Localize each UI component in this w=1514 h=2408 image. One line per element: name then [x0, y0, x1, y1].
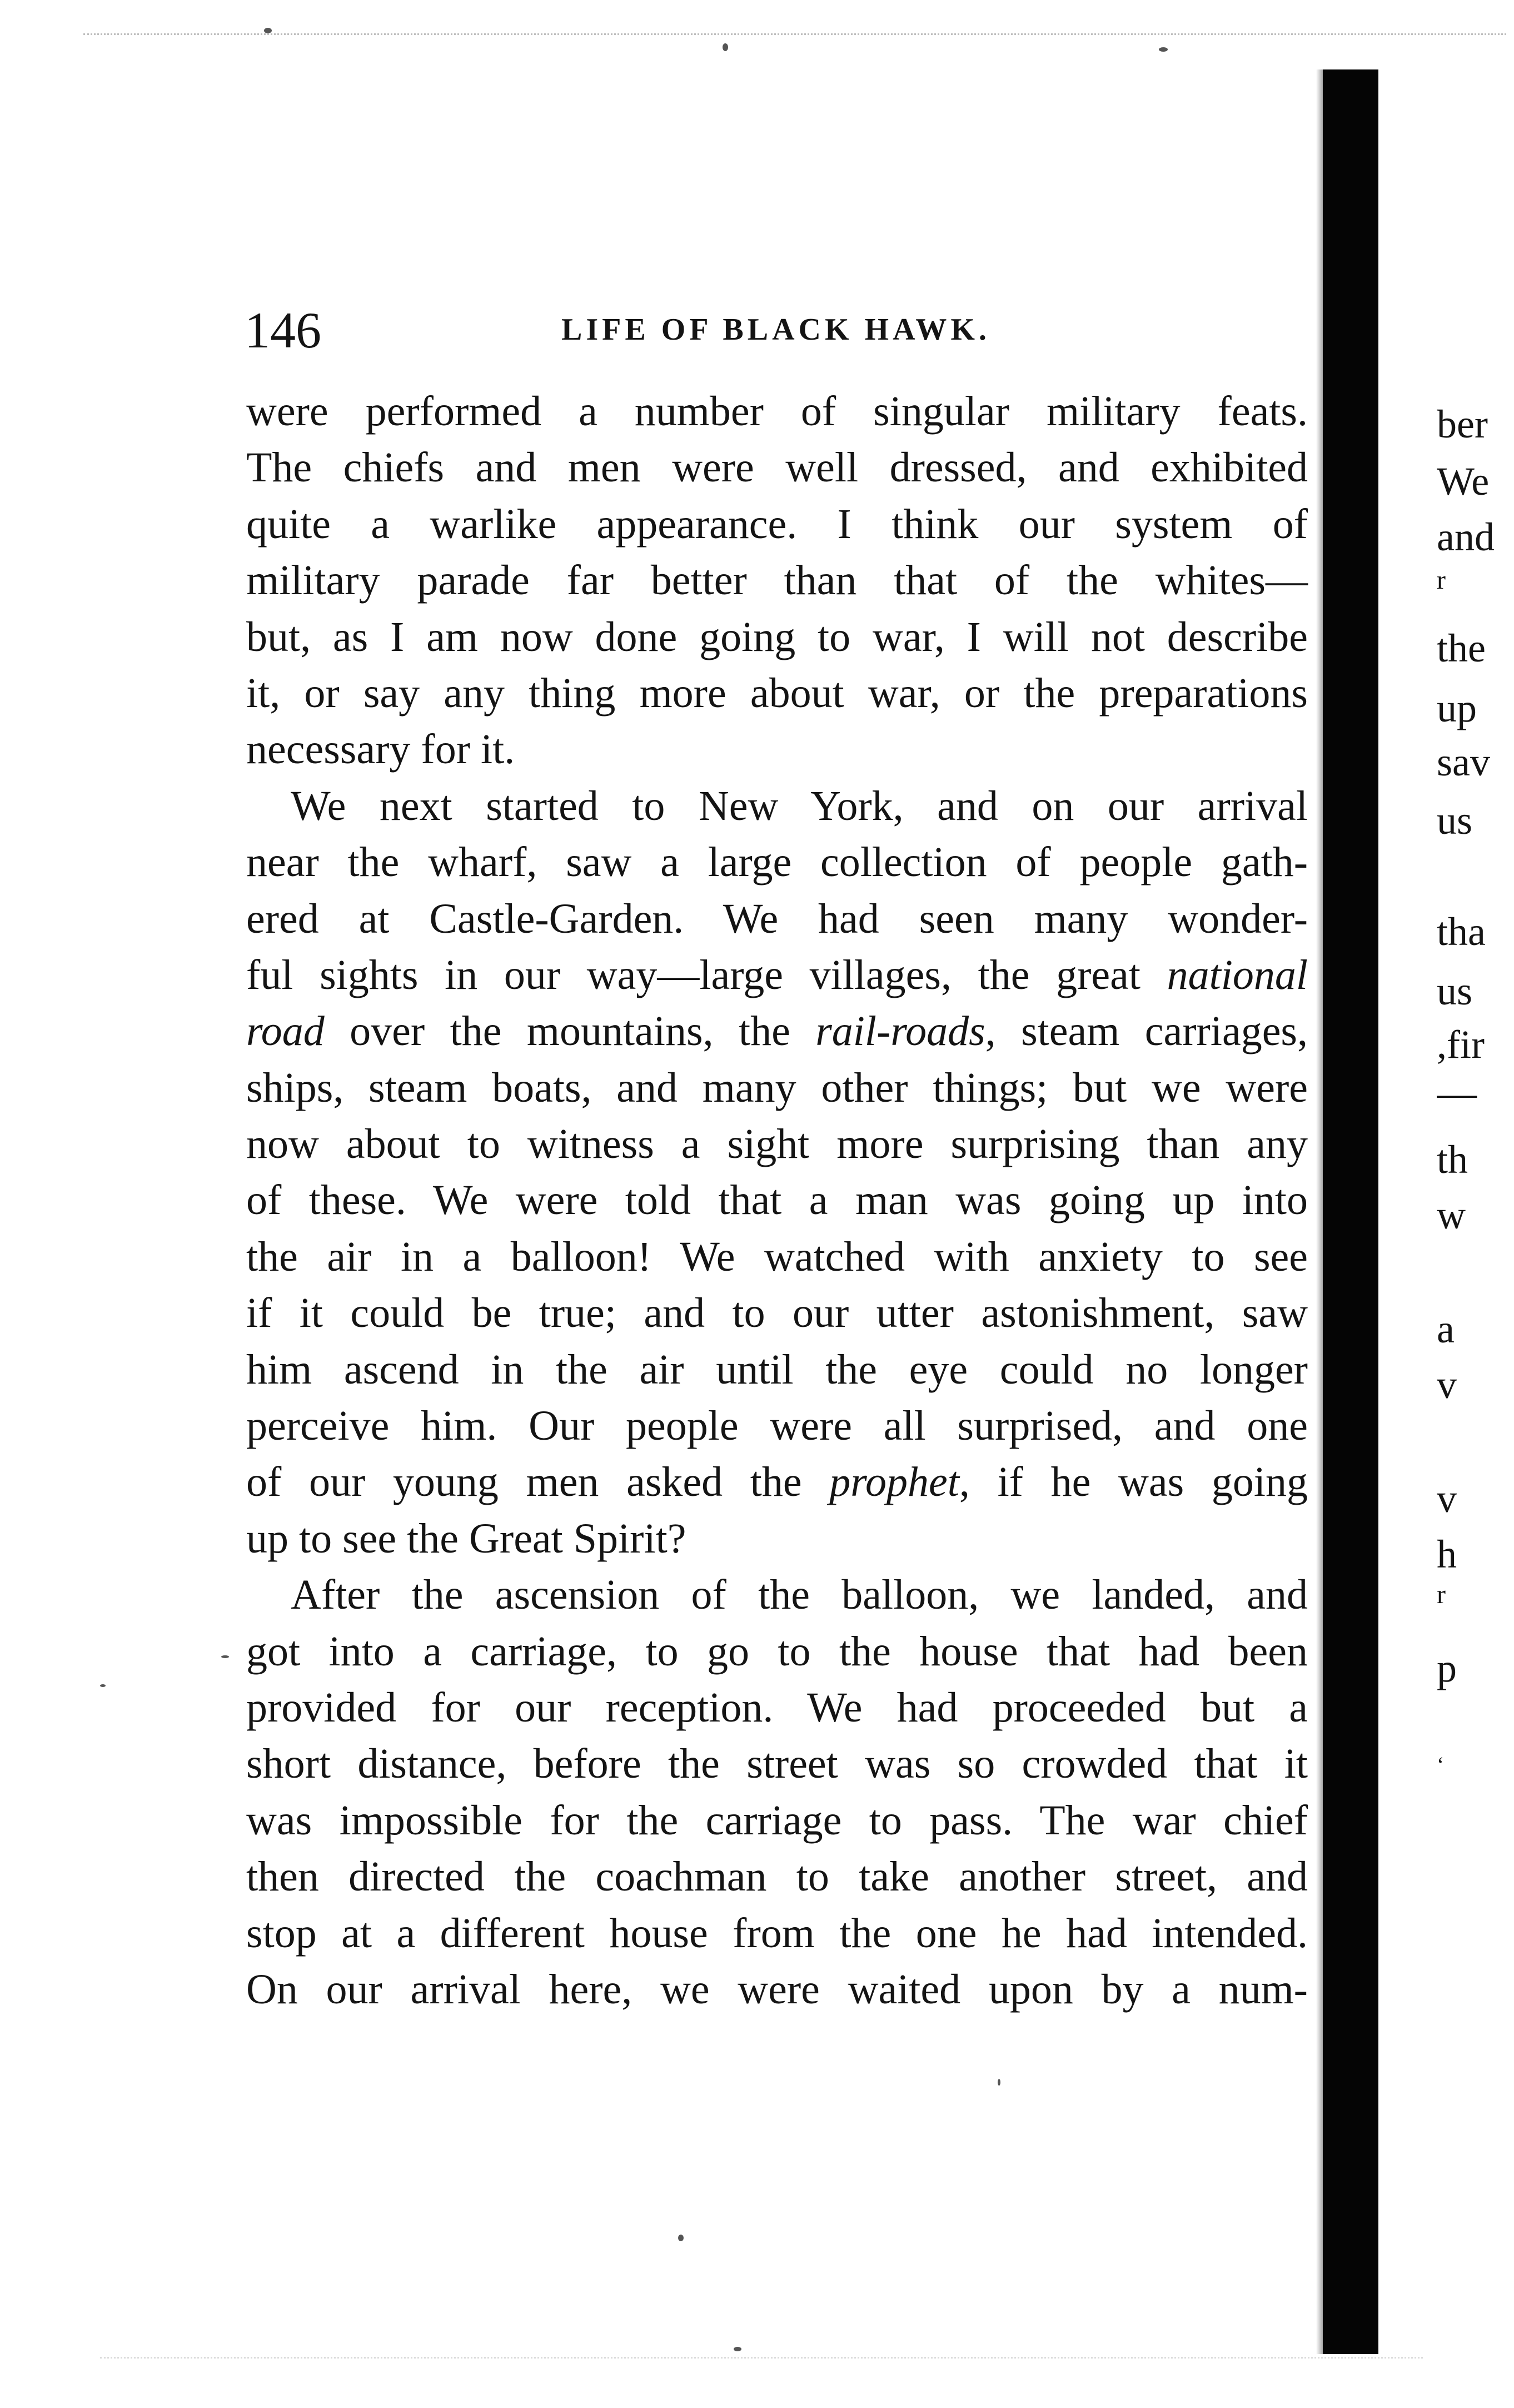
- facing-fragment: th: [1437, 1137, 1468, 1182]
- facing-fragment: We: [1437, 459, 1490, 504]
- facing-fragment: r: [1437, 1580, 1446, 1609]
- italic-run: national: [1167, 951, 1308, 998]
- text-run: over the mountains, the: [324, 1008, 816, 1055]
- facing-fragment: and: [1437, 515, 1495, 559]
- facing-fragment: v: [1437, 1362, 1457, 1407]
- facing-fragment: p: [1437, 1646, 1457, 1690]
- text-line: The chiefs and men were well dressed, and exhibited: [246, 444, 1308, 491]
- text-run: , if he was going: [959, 1459, 1308, 1506]
- text-line: up to see the Great Spirit?: [246, 1515, 686, 1562]
- facing-fragment: us: [1437, 969, 1473, 1013]
- facing-fragment: r: [1437, 565, 1446, 595]
- facing-fragment: w: [1437, 1193, 1466, 1237]
- text-line: it, or say any thing more about war, or the preparations: [246, 669, 1308, 717]
- text-run: ful sights in our way—large villages, the great: [246, 951, 1167, 998]
- gutter-shadow: [1323, 69, 1378, 2354]
- scan-speck: [100, 1684, 106, 1687]
- facing-fragment: h: [1437, 1532, 1457, 1576]
- facing-fragment: —: [1437, 1071, 1477, 1115]
- text-line: short distance, before the street was so crowded that it: [246, 1740, 1308, 1788]
- text-line: ered at Castle-Garden. We had seen many wonder-: [246, 895, 1308, 942]
- facing-fragment: the: [1437, 626, 1486, 670]
- page-number: 146: [245, 302, 321, 359]
- running-title: LIFE OF BLACK HAWK.: [561, 312, 990, 347]
- text-run: , steam carriages,: [985, 1008, 1308, 1055]
- scan-speck: [264, 28, 272, 33]
- text-line: necessary for it.: [246, 726, 515, 773]
- text-line: if it could be true; and to our utter astonishment, saw: [246, 1290, 1308, 1337]
- text-line: were performed a number of singular military feats.: [246, 388, 1308, 435]
- text-line: him ascend in the air until the eye could no longer: [246, 1346, 1308, 1393]
- text-line: now about to witness a sight more surprising than any: [246, 1121, 1308, 1168]
- text-line: got into a carriage, to go to the house that had been: [246, 1628, 1308, 1675]
- text-line: We next started to New York, and on our arrival: [291, 782, 1308, 829]
- text-run: of our young men asked the: [246, 1459, 830, 1506]
- facing-fragment: a: [1437, 1307, 1455, 1351]
- text-line: ships, steam boats, and many other things; but we were: [246, 1064, 1308, 1111]
- text-line: After the ascension of the balloon, we landed, and: [291, 1571, 1308, 1619]
- facing-page-edge: [1437, 0, 1514, 2408]
- facing-fragment: sav: [1437, 740, 1490, 784]
- text-line: but, as I am now done going to war, I will not describe: [246, 613, 1308, 660]
- scan-speck: [723, 43, 728, 51]
- text-line: military parade far better than that of the whites—: [246, 557, 1308, 604]
- facing-fragment: ‘: [1437, 1752, 1445, 1777]
- facing-fragment: v: [1437, 1476, 1457, 1521]
- text-line: quite a warlike appearance. I think our system of: [246, 500, 1308, 548]
- italic-run: rail-roads: [815, 1008, 985, 1055]
- text-line: perceive him. Our people were all surprised, and one: [246, 1402, 1308, 1450]
- italic-run: prophet: [829, 1459, 959, 1506]
- paragraph-3: [246, 1567, 1308, 2018]
- scan-noise-bottom: [100, 2357, 1423, 2370]
- text-line: then directed the coachman to take another street, and: [246, 1853, 1308, 1900]
- text-line: [246, 1454, 1308, 1510]
- facing-fragment: ber: [1437, 402, 1488, 446]
- scan-speck: [998, 2079, 1000, 2086]
- scan-speck: [1159, 47, 1168, 52]
- text-line: On our arrival here, we were waited upon by a num-: [246, 1966, 1308, 2013]
- body-text: [246, 384, 1308, 2018]
- scan-speck: [734, 2347, 741, 2351]
- facing-fragment: ,fir: [1437, 1022, 1485, 1067]
- facing-fragment: us: [1437, 798, 1473, 843]
- scan-noise-top: [83, 33, 1506, 57]
- text-line: near the wharf, saw a large collection of people gath-: [246, 839, 1308, 886]
- text-line: stop at a different house from the one he had intended.: [246, 1909, 1308, 1957]
- italic-run: road: [246, 1008, 325, 1055]
- text-line: [246, 1003, 1308, 1059]
- text-line: the air in a balloon! We watched with anxiety to see: [246, 1233, 1308, 1280]
- paragraph-1: [246, 384, 1308, 778]
- facing-fragment: up: [1437, 686, 1477, 730]
- text-line: [246, 947, 1308, 1003]
- facing-fragment: tha: [1437, 909, 1486, 954]
- scan-speck: [678, 2235, 684, 2241]
- text-line: was impossible for the carriage to pass. The war chief: [246, 1797, 1308, 1844]
- scan-speck: [221, 1655, 229, 1658]
- text-line: of these. We were told that a man was going up into: [246, 1177, 1308, 1224]
- text-line: provided for our reception. We had proceeded but a: [246, 1684, 1308, 1731]
- paragraph-2: [246, 778, 1308, 1567]
